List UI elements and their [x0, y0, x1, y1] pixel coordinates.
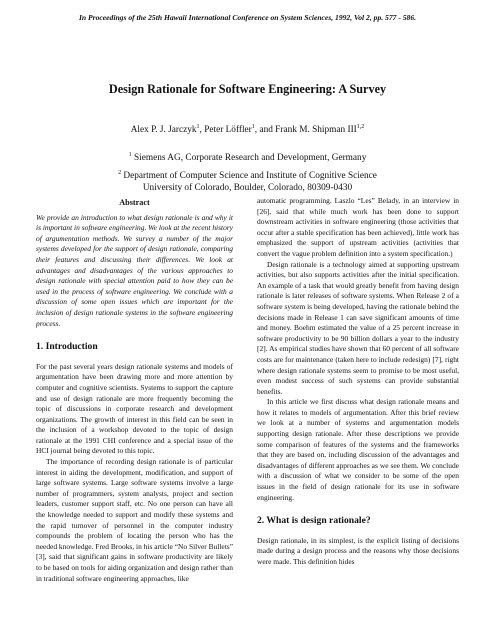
author-line: Alex P. J. Jarczyk$^1$, Peter Löffler$^1$, and Frank M. Shipman III$^{1,2}$ — [130, 123, 365, 135]
affiliation-2-mark: 2 — [118, 169, 122, 176]
abstract-heading: Abstract — [119, 198, 150, 207]
section-1-paragraph-1: For the past several years design rationale systems and models of argumentation have been drawing more and more attention by computer and cognitive scientists. Systems to support the capture and use of design rationale are more frequently becoming the topic of discussions in corporate research and development organizations. The growth of interest in this field can be seen in the inclusion of a workshop devoted to the topic of design rationale at the 1991 CHI conference and a special issue of the HCI journal being devoted to this topic. — [36, 361, 233, 456]
affiliation-1-mark: 1 — [128, 151, 132, 158]
affiliation-1 — [0, 152, 495, 164]
right-column-paragraph-3: In this article we first discuss what design rationale means and how it relates to models of argumentation. After this brief review we look at a number of systems and argumentation models supporting design rationale. After these descriptions we provide some comparison of features of the systems and the frameworks that they are based on, including discussion of the advantages and disadvantages of different approaches as we see them. We conclude with a discussion of what we consider to be some of the open issues in the field of design rationale for its use in software engineering. — [257, 397, 459, 502]
affiliation-2-text: Department of Computer Science and Institute of Cognitive Science — [123, 171, 377, 181]
right-column — [257, 196, 459, 568]
author-2-affil-mark: 1 — [251, 123, 255, 130]
author-1-affil-mark: 1 — [196, 123, 200, 130]
affiliation-2-line-1 — [0, 170, 495, 182]
author-3: and Frank M. Shipman III — [259, 125, 357, 135]
affiliation-1-text: Siemens AG, Corporate Research and Development, Germany — [133, 153, 367, 163]
author-2: Peter Löffler — [204, 125, 252, 135]
author-3-affil-mark: 1,2 — [356, 123, 365, 130]
right-column-paragraph-1: automatic programming. Laszlo “Les” Belady, in an interview in [26], said that while much work has been done to support downstream activities in software engineering (those activities that occur after a stable specification has been achieved), little work has emphasized the support of upstream activities (activities that convert the vague problem definition into a system specification.) — [257, 196, 459, 258]
running-head: In Proceedings of the 25th Hawaii International Conference on System Sciences, 1992, Vol 2, pp. 577 - 586. — [78, 13, 417, 22]
section-1-heading: 1. Introduction — [36, 341, 98, 353]
right-column-paragraph-2: Design rationale is a technology aimed at supporting upstream activities, but also supports activities after the initial specification. An example of a task that would greatly benefit from having design rationale is later releases of software systems. When Release 2 of a software system is being developed, having the rationale behind the decisions made in Release 1 can save significant amounts of time and money. Boehm estimated the value of a 25 percent increase in software productivity to be 90 billion dollars a year to the industry [2]. As empirical studies have shown that 60 percent of all software costs are for maintenance (taken here to include redesign) [7], right where design rationale systems seem to promise to be most useful, even modest success of such systems can provide substantial benefits. — [257, 259, 459, 396]
author-1: Alex P. J. Jarczyk — [130, 125, 197, 135]
affiliation-2 — [0, 170, 495, 194]
section-1-paragraph-2: The importance of recording design rationale is of particular interest in aiding the development, modification, and support of large software systems. Large software systems involve a large number of programmers, system analysts, project and section leaders, customer support staff, etc. No one person can have all the knowledge needed to support and modify these systems and the rapid turnover of personnel in the computer industry compounds the problem of locating the person who has the needed knowledge. Fred Brooks, in his article “No Silver Bullets” [3], said that significant gains in software productivity are likely to be based on tools for aiding organization and design rather than in traditional software engineering approaches, like — [36, 457, 233, 583]
section-2-heading: 2. What is design rationale? — [257, 515, 371, 527]
affiliation-2-line-2: University of Colorado, Boulder, Colorado, 80309-0430 — [142, 183, 353, 193]
paper-title: Design Rationale for Software Engineering: A Survey — [108, 82, 387, 96]
abstract-text: We provide an introduction to what design rationale is and why it is important in software engineering. We look at the recent history of argumentation methods. We survey a number of the major systems developed for the support of design rationale, comparing their features and discussing their differences. We look at advantages and disadvantages of the various approaches to design rationale with special attention paid to how they can be used in the process of software engineering. We conclude with a discussion of some open issues which are important for the inclusion of design rationale systems in the software engineering process. — [36, 212, 233, 328]
left-column — [36, 196, 233, 584]
section-2-paragraph-1: Design rationale, in its simplest, is the explicit listing of decisions made during a design process and the reasons why those decisions were made. This definition hides — [257, 535, 459, 566]
